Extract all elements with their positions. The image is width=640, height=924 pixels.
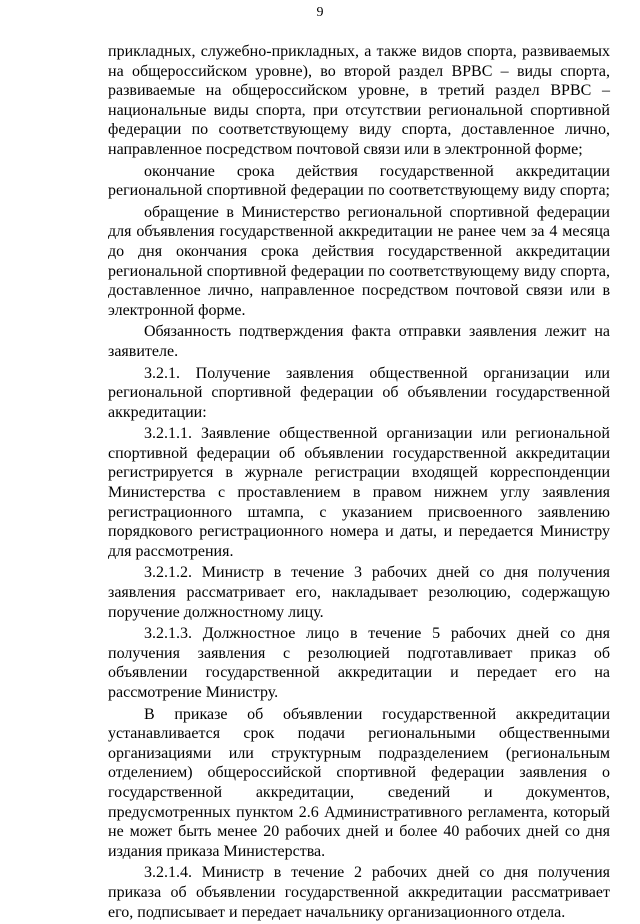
paragraph-3-2-1-1: 3.2.1.1. Заявление общественной организации или региональной спортивной федерации об объявлении государственной аккредитации регистрируется в журнале регистрации входящей корреспонденции Министерства с проставлением в правом нижнем углу заявления регистрационного штампа, с указанием присвоенного заявлению порядкового регистрационного номера и даты, и передается Министру для рассмотрения. (108, 425, 610, 560)
paragraph-3-2-1-3: 3.2.1.3. Должностное лицо в течение 5 рабочих дней со дня получения заявления с резолюцией подготавливает приказ об объявлении государственной аккредитации и передает его на рассмотрение Министру. (108, 625, 610, 701)
paragraph-accreditation-expiry: окончание срока действия государственной аккредитации региональной спортивной федерации по соответствующему виду спорта; (108, 162, 610, 200)
paragraph-continuation: прикладных, служебно-прикладных, а также видов спорта, развиваемых на общероссийском уровне), во второй раздел ВРВС – виды спорта, развиваемые на общероссийском уровне, в третий раздел ВРВС – национальные виды спорта, при отсутствии региональной спортивной федерации по соответствующему виду спорта, доставленное лично, направленное посредством почтовой связи или в электронной форме; (108, 43, 610, 158)
paragraph-3-2-1-4: 3.2.1.4. Министр в течение 2 рабочих дней со дня получения приказа об объявлении государственной аккредитации рассматривает его, подписывает и передает начальнику организационного отдела. (108, 864, 610, 921)
paragraph-3-2-1: 3.2.1. Получение заявления общественной организации или региональной спортивной федерации об объявлении государственной аккредитации: (108, 364, 610, 421)
document-body (108, 42, 610, 924)
paragraph-order-terms: В приказе об объявлении государственной аккредитации устанавливается срок подачи региональными общественными организациями или структурным подразделением (региональным отделением) общероссийской спортивной федерации заявления о государственной аккредитации, сведений и документов, предусмотренных пунктом 2.6 Административного регламента, который не может быть менее 20 рабочих дней и более 40 рабочих дней со дня издания приказа Министерства. (108, 705, 610, 860)
paragraph-3-2-1-2: 3.2.1.2. Министр в течение 3 рабочих дней со дня получения заявления рассматривает его, накладывает резолюцию, содержащую поручение должностному лицу. (108, 564, 610, 621)
page-number: 9 (316, 5, 324, 20)
paragraph-federation-request: обращение в Министерство региональной спортивной федерации для объявления государственной аккредитации не ранее чем за 4 месяца до дня окончания срока действия государственной аккредитации региональной спортивной федерации по соответствующему виду спорта, доставленное лично, направленное посредством почтовой связи или в электронной форме. (108, 203, 610, 319)
paragraph-applicant-obligation: Обязанность подтверждения факта отправки заявления лежит на заявителе. (108, 323, 610, 360)
